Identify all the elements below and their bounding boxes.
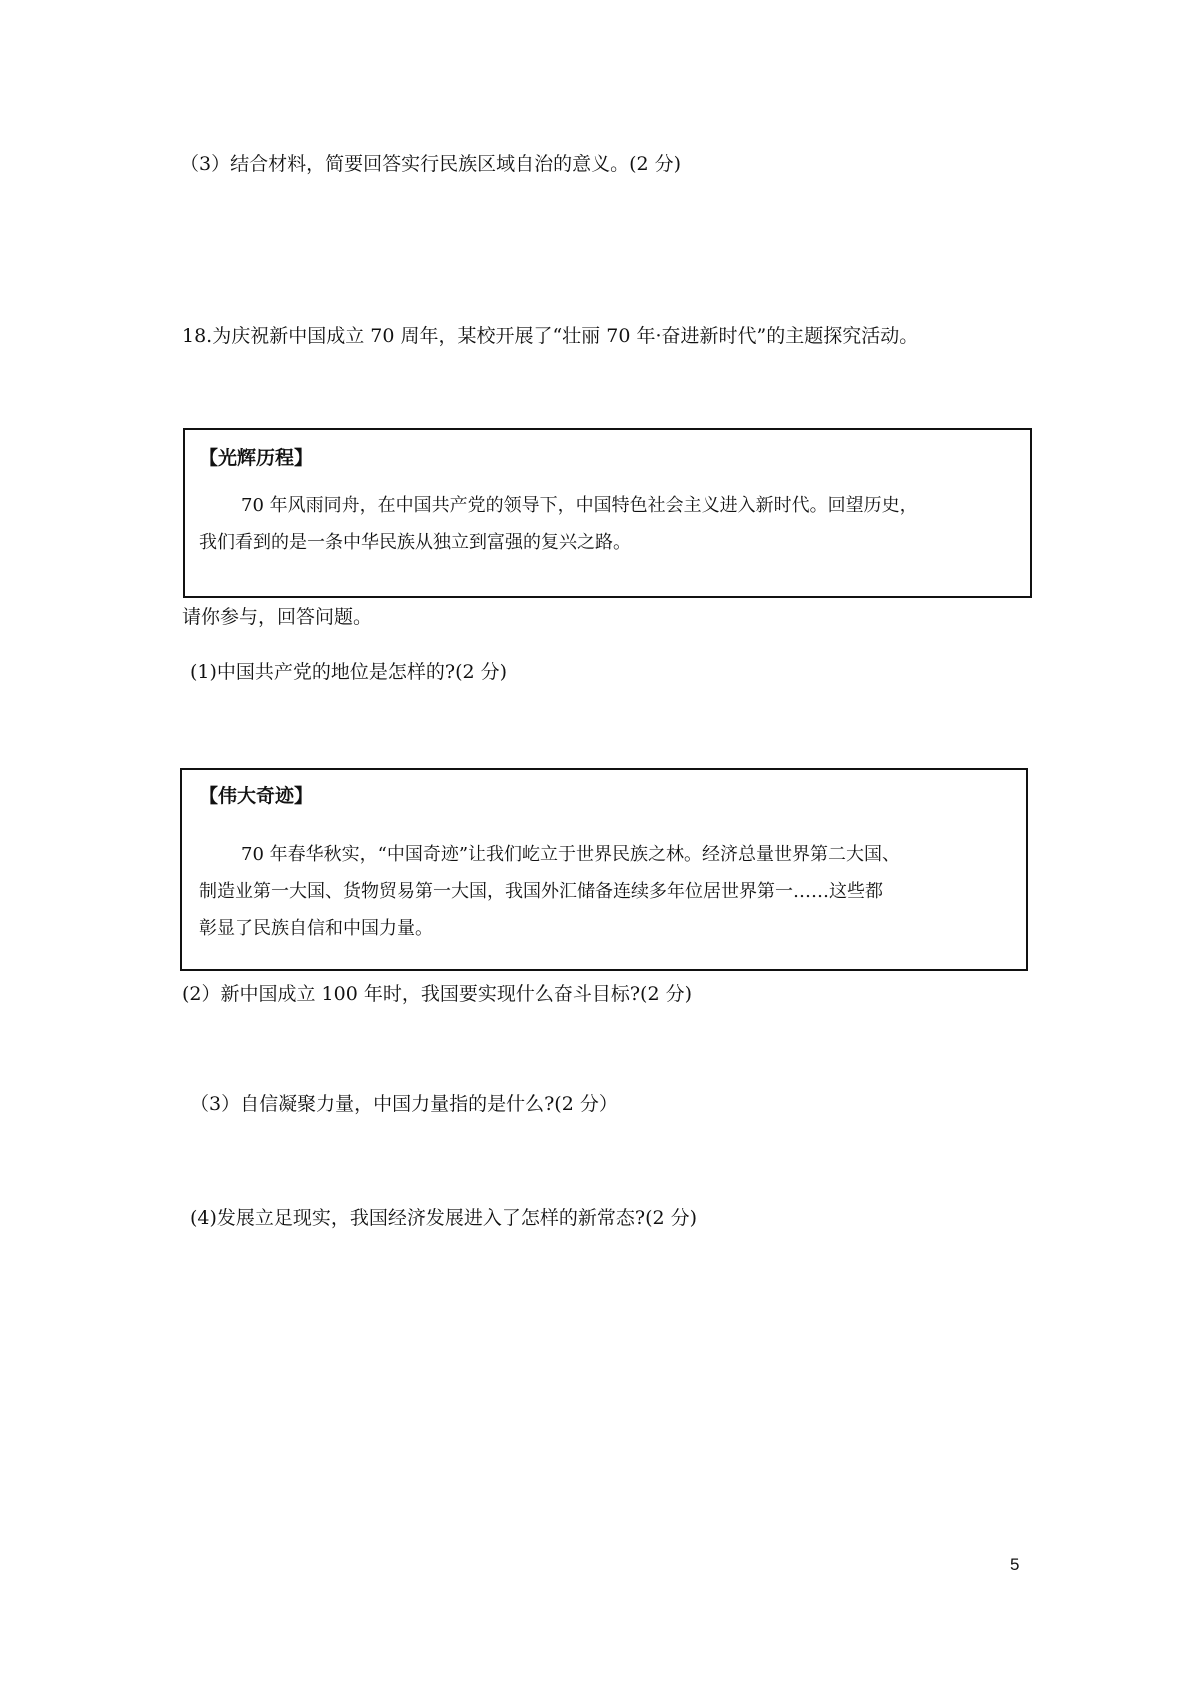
question-18-1: (1)中国共产党的地位是怎样的?(2 分) [190,661,508,683]
box-text-line: 我们看到的是一条中华民族从独立到富强的复兴之路。 [199,532,631,553]
participate-prompt: 请你参与，回答问题。 [182,606,373,628]
question-18-intro: 18.为庆祝新中国成立 70 周年，某校开展了“壮丽 70 年·奋进新时代”的主题探究活动。 [182,325,919,347]
page-number: 5 [1010,1555,1020,1574]
box-title: 【伟大奇迹】 [199,785,314,807]
question-18-3: （3）自信凝聚力量，中国力量指的是什么?(2 分） [190,1093,618,1115]
material-box-glorious-history [183,428,1032,598]
box-title: 【光辉历程】 [199,447,314,469]
question-17-3: （3）结合材料，简要回答实行民族区域自治的意义。(2 分) [180,153,682,175]
box-text-line: 制造业第一大国、货物贸易第一大国，我国外汇储备连续多年位居世界第一……这些都 [199,881,883,902]
box-text-line: 彰显了民族自信和中国力量。 [199,918,433,939]
material-box-great-miracle [180,768,1028,971]
question-18-2: (2）新中国成立 100 年时，我国要实现什么奋斗目标?(2 分) [182,983,692,1005]
box-text-line: 70 年风雨同舟，在中国共产党的领导下，中国特色社会主义进入新时代。回望历史， [241,495,918,516]
box-text-line: 70 年春华秋实，“中国奇迹”让我们屹立于世界民族之林。经济总量世界第二大国、 [241,844,901,865]
question-18-4: (4)发展立足现实，我国经济发展进入了怎样的新常态?(2 分) [190,1207,698,1229]
